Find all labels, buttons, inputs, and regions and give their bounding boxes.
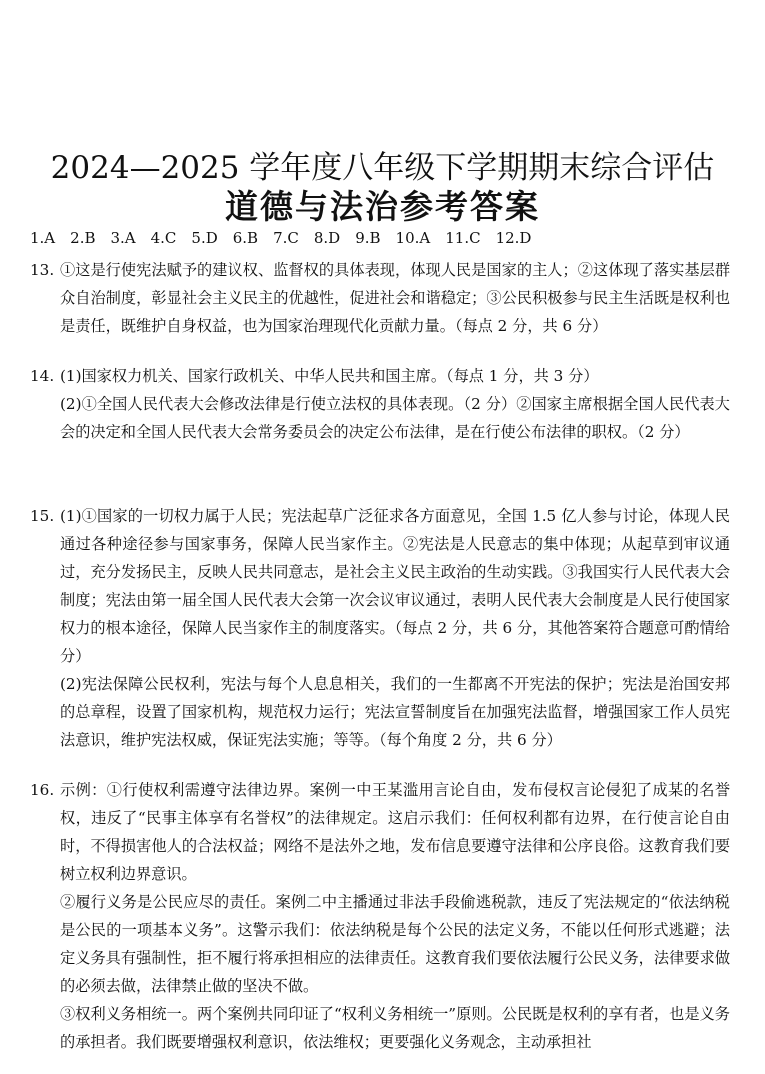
question-body [60, 776, 730, 1056]
question-number: 16. [30, 781, 55, 799]
answer-paragraph: (2)宪法保障公民权利，宪法与每个人息息相关，我们的一生都离不开宪法的保护；宪法是治国安邦的总章程，设置了国家机构，规范权力运行；宪法宣誓制度旨在加强宪法监督，增强国家工作人员宪法意识，维护宪法权威，保证宪法实施；等等。（每个角度 2 分，共 6 分） [60, 675, 730, 749]
question-16-answer [30, 776, 730, 1056]
question-14-answer [30, 362, 730, 446]
question-13-answer [30, 256, 730, 340]
question-number: 13. [30, 261, 55, 279]
exam-title: 2024—2025 学年度八年级下学期期末综合评估 [50, 150, 715, 186]
question-body [60, 502, 730, 754]
subject-title: 道德与法治参考答案 [225, 187, 540, 226]
question-number: 15. [30, 507, 55, 525]
answer-paragraph: (1)国家权力机关、国家行政机关、中华人民共和国主席。（每点 1 分，共 3 分） [60, 367, 599, 385]
answer-paragraph: (1)①国家的一切权力属于人民；宪法起草广泛征求各方面意见，全国 1.5 亿人参与讨论，体现人民通过各种途径参与国家事务，保障人民当家作主。②宪法是人民意志的集中体现；从起草到审议通过，充分发扬民主，反映人民共同意志，是社会主义民主政治的生动实践。③我国实行人民代表大会制度；宪法由第一届全国人民代表大会第一次会议审议通过，表明人民代表大会制度是人民行使国家权力的根本途径，保障人民当家作主的制度落实。（每点 2 分，共 6 分，其他答案符合题意可酌情给分） [60, 507, 730, 665]
question-15-answer [30, 502, 730, 754]
answer-paragraph: ①这是行使宪法赋予的建议权、监督权的具体表现，体现人民是国家的主人；②这体现了落实基层群众自治制度，彰显社会主义民主的优越性，促进社会和谐稳定；③公民积极参与民主生活既是权利也是责任，既维护自身权益，也为国家治理现代化贡献力量。（每点 2 分，共 6 分） [60, 261, 730, 335]
answer-paragraph: 示例：①行使权利需遵守法律边界。案例一中王某滥用言论自由，发布侵权言论侵犯了成某的名誉权，违反了“民事主体享有名誉权”的法律规定。这启示我们：任何权利都有边界，在行使言论自由时，不得损害他人的合法权益；网络不是法外之地，发布信息要遵守法律和公序良俗。这教育我们要树立权利边界意识。 [60, 781, 730, 883]
answer-paragraph: ②履行义务是公民应尽的责任。案例二中主播通过非法手段偷逃税款，违反了宪法规定的“依法纳税是公民的一项基本义务”。这警示我们：依法纳税是每个公民的法定义务，不能以任何形式逃避；法定义务具有强制性，拒不履行将承担相应的法律责任。这教育我们要依法履行公民义务，法律要求做的必须去做，法律禁止做的坚决不做。 [60, 893, 730, 995]
answer-paragraph: ③权利义务相统一。两个案例共同印证了“权利义务相统一”原则。公民既是权利的享有者，也是义务的承担者。我们既要增强权利意识，依法维权；更要强化义务观念，主动承担社 [60, 1005, 730, 1051]
answer-paragraph: (2)①全国人民代表大会修改法律是行使立法权的具体表现。（2 分）②国家主席根据全国人民代表大会的决定和全国人民代表大会常务委员会的决定公布法律，是在行使公布法律的职权。（2 分） [60, 395, 730, 441]
question-body [60, 256, 730, 340]
question-number: 14. [30, 367, 55, 385]
multiple-choice-answers: 1.A 2.B 3.A 4.C 5.D 6.B 7.C 8.D 9.B 10.A 11.C 12.D [30, 229, 532, 247]
question-body [60, 362, 730, 446]
